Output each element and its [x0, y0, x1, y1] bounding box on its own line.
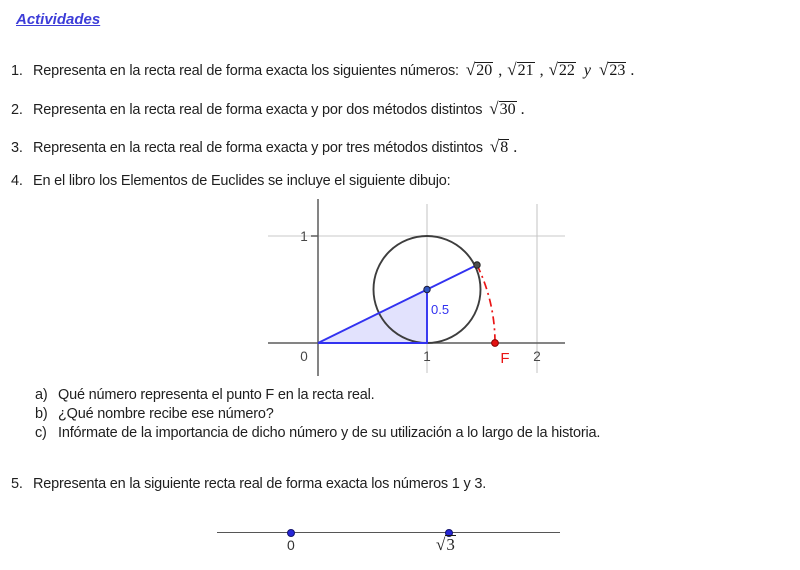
- subitem-text: Infórmate de la importancia de dicho número y de su utilización a lo largo de la historia.: [58, 425, 601, 441]
- radical-sign: √: [436, 535, 446, 554]
- list-item-1: [11, 60, 634, 80]
- subitem-text: Qué número representa el punto F en la recta real.: [58, 387, 375, 403]
- item-text: Representa en la recta real de forma exacta y por tres métodos distintos: [33, 140, 483, 156]
- item-number: 2.: [11, 102, 23, 118]
- period: .: [630, 62, 635, 79]
- radical-sign: √: [489, 99, 499, 118]
- list-item-2: [11, 99, 525, 119]
- sqrt-22: [549, 62, 576, 79]
- radicand: 3: [446, 535, 455, 554]
- y1-label: 1: [300, 229, 308, 244]
- radicand: 23: [609, 62, 626, 79]
- conjunction-y: y: [583, 62, 592, 79]
- number-line-axis: [217, 532, 560, 533]
- list-item-3: [11, 137, 517, 157]
- radical-sign: √: [599, 60, 609, 79]
- radical-sign: √: [507, 60, 517, 79]
- subitem-text: ¿Qué nombre recibe ese número?: [58, 406, 274, 422]
- radical-sign: √: [489, 137, 500, 156]
- page-title: Actividades: [16, 11, 101, 28]
- comma: ,: [498, 62, 503, 79]
- sqrt-23: [599, 62, 626, 79]
- circle-centre-point: [424, 286, 430, 292]
- item-text: Representa en la recta real de forma exacta y por dos métodos distintos: [33, 102, 483, 118]
- zero-label: 0: [287, 537, 295, 553]
- period: .: [513, 139, 518, 156]
- radicand: 22: [558, 62, 575, 79]
- comma: ,: [539, 62, 544, 79]
- item-number: 4.: [11, 173, 23, 189]
- radical-sign: √: [548, 60, 558, 79]
- sqrt-30: [489, 101, 516, 118]
- list-item-4: [11, 173, 450, 189]
- subitem-letter: b): [35, 406, 48, 422]
- F-label: F: [500, 350, 510, 367]
- radicand: 20: [476, 62, 493, 79]
- radius-label: 0.5: [431, 302, 450, 317]
- math-expression: [490, 137, 517, 157]
- origin-label: 0: [300, 349, 308, 364]
- euclid-construction-figure: [266, 195, 566, 380]
- point-F: [492, 340, 499, 347]
- radicand: 21: [517, 62, 534, 79]
- item-number: 3.: [11, 140, 23, 156]
- list-item-5: [11, 476, 486, 492]
- math-expression: [466, 60, 634, 80]
- item-text: Representa en la recta real de forma exacta los siguientes números:: [33, 63, 459, 79]
- subitem-c: [35, 425, 600, 441]
- point-zero: [287, 529, 295, 537]
- radicand: 30: [499, 101, 516, 118]
- intersection-point: [474, 262, 480, 268]
- number-line: [217, 520, 562, 568]
- item-text: Representa en la siguiente recta real de forma exacta los números 1 y 3.: [33, 476, 487, 492]
- item-text: En el libro los Elementos de Euclides se incluye el siguiente dibujo:: [33, 173, 451, 189]
- item-number: 1.: [11, 63, 23, 79]
- subitem-a: [35, 387, 374, 403]
- subitem-letter: a): [35, 387, 48, 403]
- period: .: [520, 101, 525, 118]
- radicand: 8: [500, 139, 509, 156]
- x1-label: 1: [423, 349, 431, 364]
- sqrt-8: [490, 139, 509, 156]
- sqrt-20: [466, 62, 493, 79]
- x2-label: 2: [533, 349, 541, 364]
- sqrt3-label: [436, 535, 456, 555]
- subitem-letter: c): [35, 425, 47, 441]
- item-number: 5.: [11, 476, 23, 492]
- math-expression: [489, 99, 524, 119]
- sqrt-21: [507, 62, 534, 79]
- subitem-b: [35, 406, 274, 422]
- radical-sign: √: [465, 60, 476, 79]
